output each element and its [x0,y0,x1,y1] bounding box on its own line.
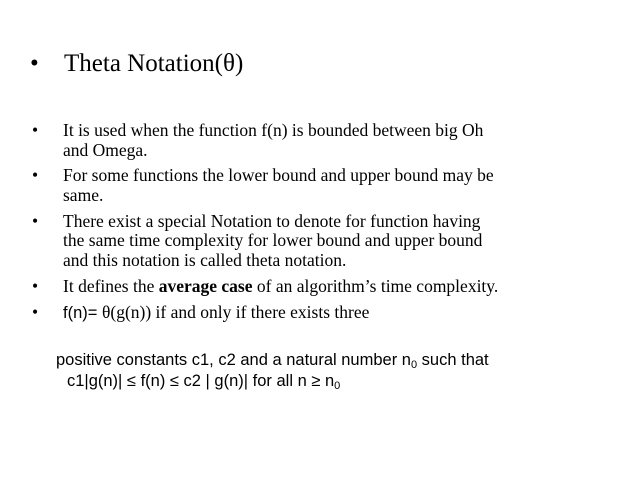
bullet-list [32,121,632,329]
bullet-item [32,303,632,324]
bullet-text-line: the same time complexity for lower bound and upper bound [63,230,483,251]
bullet-marker: • [32,301,39,322]
bullet-item [32,277,632,297]
bullet-marker: • [32,275,39,296]
bullet-marker: • [32,165,39,186]
title-text: Theta Notation(θ) [64,50,244,77]
bullet-text-line: It is used when the function f(n) is bounded between big Oh [63,120,484,140]
bullet-text-line: and Omega. [63,139,148,160]
bullet-text-line: There exist a special Notation to denote for function having [63,210,481,231]
bullet-text-line: same. [63,184,104,205]
bullet-text-prefix: It defines the [63,275,159,296]
bullet-marker: • [32,210,39,231]
condition-line-2-subscript: 0 [334,380,341,392]
bullet-item [32,212,632,271]
condition-line-1-suffix: such that [417,351,489,369]
bullet-item [32,166,632,205]
bullet-item [32,121,632,160]
condition-line-1 [56,350,489,371]
formula-rest: θ(g(n)) if and only if there exists three [101,301,370,322]
bullet-marker: • [32,120,39,140]
condition-line-1-subscript: 0 [410,359,418,371]
bullet-text-line [63,303,632,324]
condition-line-2-text: c1|g(n)| ≤ f(n) ≤ c2 | g(n)| for all n ≥ n [67,372,335,390]
bullet-text-line: For some functions the lower bound and upper bound may be [63,165,494,186]
formula-prefix: f(n)= [63,303,102,322]
bullet-text-line [63,277,632,297]
bullet-text-suffix: of an algorithm’s time complexity. [252,275,499,296]
condition-block [56,350,489,392]
title-bullet: • [30,50,39,77]
bullet-text-line: and this notation is called theta notation. [63,249,347,270]
condition-line-2 [67,371,489,392]
condition-line-1-text: positive constants c1, c2 and a natural number n [56,351,411,369]
bullet-text-emphasis: average case [158,275,253,296]
